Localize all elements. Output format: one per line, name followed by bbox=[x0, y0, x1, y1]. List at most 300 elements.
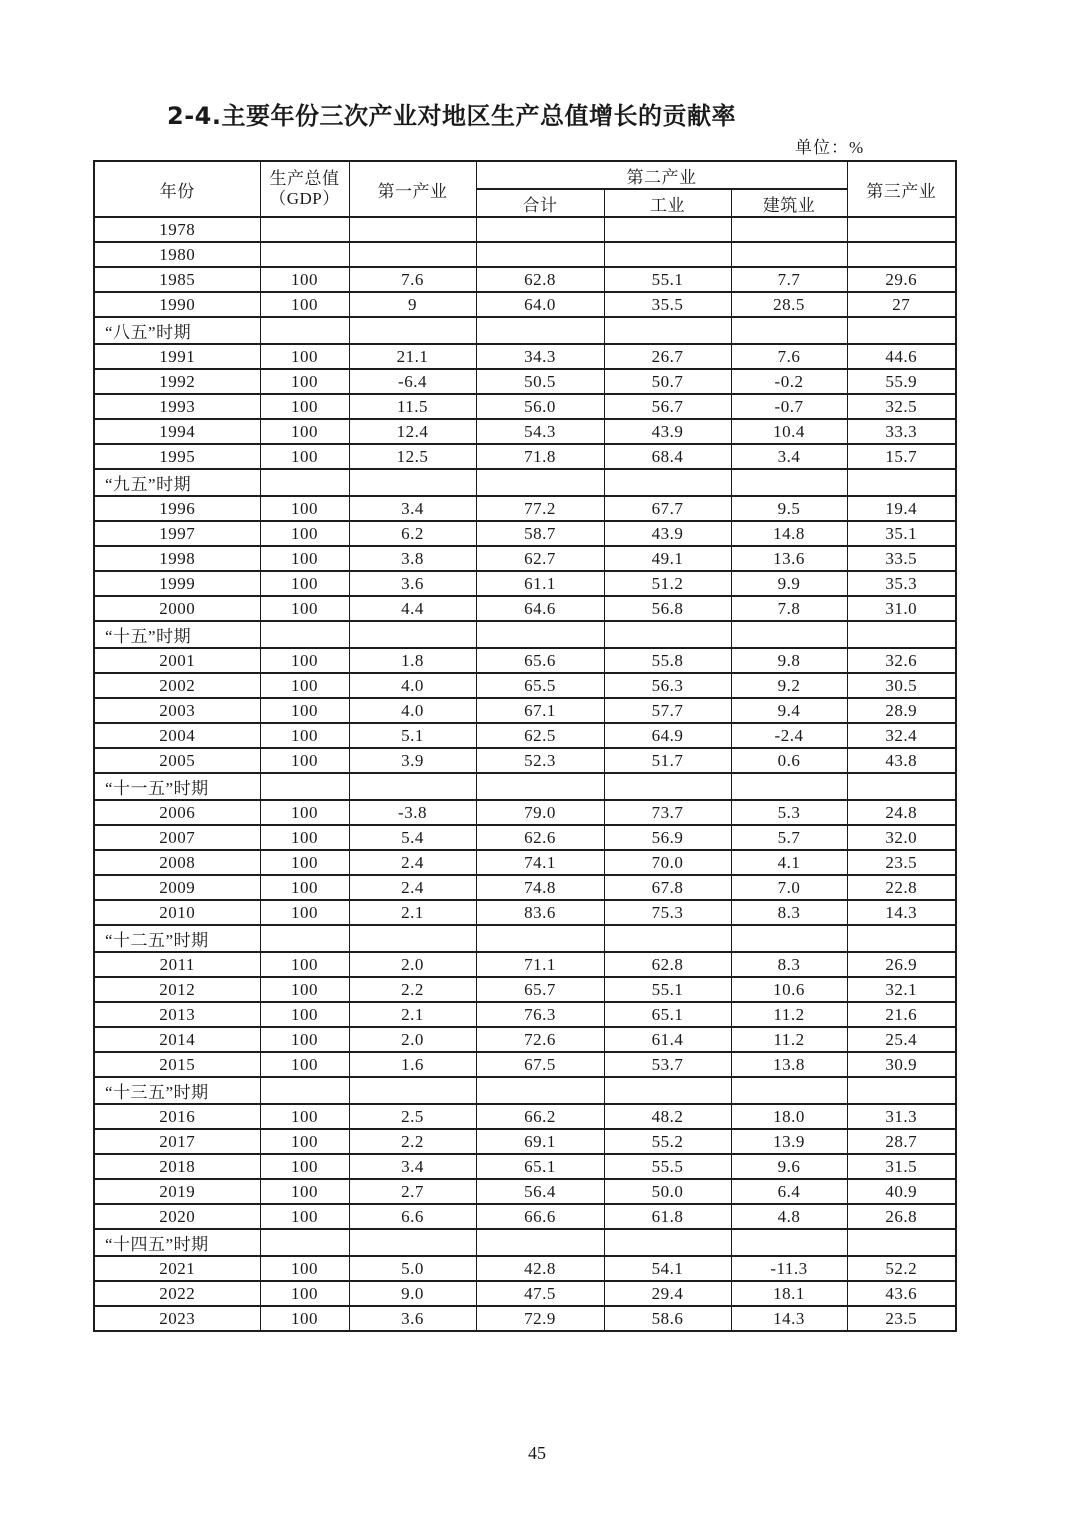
value-cell bbox=[476, 242, 604, 267]
header-year: 年份 bbox=[94, 161, 260, 217]
value-cell: 2.1 bbox=[349, 1002, 476, 1027]
value-cell: 73.7 bbox=[604, 800, 731, 825]
period-row bbox=[94, 773, 956, 800]
value-cell: 9.2 bbox=[731, 673, 847, 698]
value-cell: 77.2 bbox=[476, 496, 604, 521]
value-cell: 100 bbox=[260, 850, 349, 875]
page-number: 45 bbox=[528, 1443, 546, 1463]
table-row bbox=[94, 825, 956, 850]
value-cell bbox=[349, 242, 476, 267]
period-row bbox=[94, 621, 956, 648]
table-row bbox=[94, 977, 956, 1002]
table-row bbox=[94, 571, 956, 596]
table-row bbox=[94, 521, 956, 546]
year-label: 2009 bbox=[94, 875, 260, 900]
year-label: 1985 bbox=[94, 267, 260, 292]
year-label: 2011 bbox=[94, 952, 260, 977]
year-label: 1980 bbox=[94, 242, 260, 267]
year-label: 2012 bbox=[94, 977, 260, 1002]
header-row-top bbox=[94, 161, 956, 189]
table-row bbox=[94, 723, 956, 748]
value-cell: 65.1 bbox=[604, 1002, 731, 1027]
value-cell: 54.1 bbox=[604, 1256, 731, 1281]
value-cell: 58.6 bbox=[604, 1306, 731, 1331]
value-cell: 9.6 bbox=[731, 1154, 847, 1179]
value-cell: 9.4 bbox=[731, 698, 847, 723]
value-cell: 18.0 bbox=[731, 1104, 847, 1129]
value-cell: 100 bbox=[260, 900, 349, 925]
value-cell bbox=[604, 1229, 731, 1256]
value-cell: 68.4 bbox=[604, 444, 731, 469]
value-cell: 100 bbox=[260, 825, 349, 850]
value-cell: 30.5 bbox=[847, 673, 956, 698]
value-cell: -3.8 bbox=[349, 800, 476, 825]
table-row bbox=[94, 698, 956, 723]
value-cell bbox=[604, 1077, 731, 1104]
value-cell: 67.7 bbox=[604, 496, 731, 521]
value-cell: 13.9 bbox=[731, 1129, 847, 1154]
value-cell: 100 bbox=[260, 419, 349, 444]
header-construction: 建筑业 bbox=[731, 189, 847, 217]
value-cell: 28.9 bbox=[847, 698, 956, 723]
value-cell: 54.3 bbox=[476, 419, 604, 444]
year-label: 2000 bbox=[94, 596, 260, 621]
header-primary-industry: 第一产业 bbox=[349, 161, 476, 217]
value-cell: 100 bbox=[260, 521, 349, 546]
value-cell: 2.5 bbox=[349, 1104, 476, 1129]
value-cell: 7.7 bbox=[731, 267, 847, 292]
value-cell bbox=[731, 1229, 847, 1256]
value-cell bbox=[847, 217, 956, 242]
value-cell: -6.4 bbox=[349, 369, 476, 394]
value-cell: 5.0 bbox=[349, 1256, 476, 1281]
value-cell bbox=[604, 925, 731, 952]
value-cell: 100 bbox=[260, 723, 349, 748]
value-cell: 62.8 bbox=[604, 952, 731, 977]
year-label: 1991 bbox=[94, 344, 260, 369]
table-row bbox=[94, 1129, 956, 1154]
value-cell: 14.8 bbox=[731, 521, 847, 546]
value-cell: 100 bbox=[260, 394, 349, 419]
value-cell: 100 bbox=[260, 344, 349, 369]
value-cell: 72.6 bbox=[476, 1027, 604, 1052]
value-cell bbox=[847, 1077, 956, 1104]
value-cell: 31.5 bbox=[847, 1154, 956, 1179]
value-cell: 66.2 bbox=[476, 1104, 604, 1129]
value-cell: 51.7 bbox=[604, 748, 731, 773]
value-cell: 18.1 bbox=[731, 1281, 847, 1306]
value-cell bbox=[604, 242, 731, 267]
value-cell: 44.6 bbox=[847, 344, 956, 369]
value-cell: 49.1 bbox=[604, 546, 731, 571]
value-cell: 100 bbox=[260, 546, 349, 571]
value-cell: 9.0 bbox=[349, 1281, 476, 1306]
value-cell: 43.9 bbox=[604, 419, 731, 444]
value-cell bbox=[847, 317, 956, 344]
value-cell bbox=[731, 317, 847, 344]
value-cell: 31.3 bbox=[847, 1104, 956, 1129]
table-row bbox=[94, 1281, 956, 1306]
value-cell: 100 bbox=[260, 648, 349, 673]
value-cell: -2.4 bbox=[731, 723, 847, 748]
value-cell: 8.3 bbox=[731, 900, 847, 925]
value-cell: 23.5 bbox=[847, 1306, 956, 1331]
value-cell: 100 bbox=[260, 596, 349, 621]
value-cell: 10.6 bbox=[731, 977, 847, 1002]
value-cell: 11.2 bbox=[731, 1002, 847, 1027]
value-cell: 65.6 bbox=[476, 648, 604, 673]
value-cell: 100 bbox=[260, 698, 349, 723]
unit-label: 单位：% bbox=[795, 138, 865, 157]
value-cell: 29.6 bbox=[847, 267, 956, 292]
year-label: 2023 bbox=[94, 1306, 260, 1331]
value-cell: 21.1 bbox=[349, 344, 476, 369]
value-cell: 13.8 bbox=[731, 1052, 847, 1077]
value-cell: 56.7 bbox=[604, 394, 731, 419]
value-cell: 62.8 bbox=[476, 267, 604, 292]
value-cell: 33.5 bbox=[847, 546, 956, 571]
value-cell: 2.4 bbox=[349, 850, 476, 875]
value-cell: 19.4 bbox=[847, 496, 956, 521]
value-cell: 100 bbox=[260, 267, 349, 292]
contribution-rate-table bbox=[93, 160, 957, 1332]
table-row bbox=[94, 800, 956, 825]
value-cell: 83.6 bbox=[476, 900, 604, 925]
year-label: 2004 bbox=[94, 723, 260, 748]
year-label: 2016 bbox=[94, 1104, 260, 1129]
value-cell: 21.6 bbox=[847, 1002, 956, 1027]
table-row bbox=[94, 419, 956, 444]
table-row bbox=[94, 444, 956, 469]
header-secondary-total: 合计 bbox=[476, 189, 604, 217]
value-cell: 56.8 bbox=[604, 596, 731, 621]
value-cell: 32.1 bbox=[847, 977, 956, 1002]
value-cell bbox=[731, 217, 847, 242]
header-tertiary-industry: 第三产业 bbox=[847, 161, 956, 217]
value-cell bbox=[260, 773, 349, 800]
value-cell: 53.7 bbox=[604, 1052, 731, 1077]
period-label: “十三五”时期 bbox=[94, 1077, 260, 1104]
value-cell: 55.1 bbox=[604, 977, 731, 1002]
value-cell: 56.9 bbox=[604, 825, 731, 850]
value-cell: 4.1 bbox=[731, 850, 847, 875]
value-cell: 100 bbox=[260, 292, 349, 317]
value-cell: 66.6 bbox=[476, 1204, 604, 1229]
period-label: “十二五”时期 bbox=[94, 925, 260, 952]
value-cell: 100 bbox=[260, 673, 349, 698]
value-cell: -0.7 bbox=[731, 394, 847, 419]
table-row bbox=[94, 1306, 956, 1331]
value-cell: 43.8 bbox=[847, 748, 956, 773]
value-cell: 6.4 bbox=[731, 1179, 847, 1204]
year-label: 2022 bbox=[94, 1281, 260, 1306]
value-cell: 32.4 bbox=[847, 723, 956, 748]
value-cell: 100 bbox=[260, 496, 349, 521]
value-cell: 62.5 bbox=[476, 723, 604, 748]
value-cell: 61.4 bbox=[604, 1027, 731, 1052]
value-cell: 11.5 bbox=[349, 394, 476, 419]
year-label: 1999 bbox=[94, 571, 260, 596]
value-cell: 1.6 bbox=[349, 1052, 476, 1077]
year-label: 1996 bbox=[94, 496, 260, 521]
table-row bbox=[94, 496, 956, 521]
value-cell: 28.5 bbox=[731, 292, 847, 317]
value-cell bbox=[847, 469, 956, 496]
value-cell: 3.8 bbox=[349, 546, 476, 571]
year-label: 2021 bbox=[94, 1256, 260, 1281]
value-cell: 2.0 bbox=[349, 952, 476, 977]
value-cell: 5.4 bbox=[349, 825, 476, 850]
value-cell bbox=[604, 317, 731, 344]
value-cell: 5.3 bbox=[731, 800, 847, 825]
value-cell: 3.6 bbox=[349, 571, 476, 596]
table-row bbox=[94, 369, 956, 394]
value-cell bbox=[847, 773, 956, 800]
value-cell: 14.3 bbox=[847, 900, 956, 925]
value-cell: 3.6 bbox=[349, 1306, 476, 1331]
value-cell: 72.9 bbox=[476, 1306, 604, 1331]
year-label: 2002 bbox=[94, 673, 260, 698]
value-cell: 23.5 bbox=[847, 850, 956, 875]
value-cell: 58.7 bbox=[476, 521, 604, 546]
value-cell bbox=[260, 925, 349, 952]
value-cell: 12.4 bbox=[349, 419, 476, 444]
value-cell: 100 bbox=[260, 1281, 349, 1306]
value-cell: 2.7 bbox=[349, 1179, 476, 1204]
value-cell: 100 bbox=[260, 1256, 349, 1281]
table-row bbox=[94, 344, 956, 369]
value-cell: 61.8 bbox=[604, 1204, 731, 1229]
period-row bbox=[94, 1229, 956, 1256]
value-cell: 6.2 bbox=[349, 521, 476, 546]
year-label: 1994 bbox=[94, 419, 260, 444]
value-cell: 67.8 bbox=[604, 875, 731, 900]
value-cell: 35.3 bbox=[847, 571, 956, 596]
value-cell: 13.6 bbox=[731, 546, 847, 571]
year-label: 2013 bbox=[94, 1002, 260, 1027]
value-cell: 7.8 bbox=[731, 596, 847, 621]
value-cell: 74.8 bbox=[476, 875, 604, 900]
value-cell: 69.1 bbox=[476, 1129, 604, 1154]
value-cell: 74.1 bbox=[476, 850, 604, 875]
year-label: 2005 bbox=[94, 748, 260, 773]
period-label: “十一五”时期 bbox=[94, 773, 260, 800]
year-label: 1990 bbox=[94, 292, 260, 317]
value-cell: 100 bbox=[260, 952, 349, 977]
value-cell: 15.7 bbox=[847, 444, 956, 469]
value-cell bbox=[260, 217, 349, 242]
value-cell: 61.1 bbox=[476, 571, 604, 596]
value-cell: -11.3 bbox=[731, 1256, 847, 1281]
period-label: “十四五”时期 bbox=[94, 1229, 260, 1256]
value-cell: 55.8 bbox=[604, 648, 731, 673]
period-row bbox=[94, 317, 956, 344]
year-label: 2003 bbox=[94, 698, 260, 723]
table-row bbox=[94, 1052, 956, 1077]
value-cell bbox=[847, 925, 956, 952]
value-cell bbox=[260, 469, 349, 496]
header-gdp-line2: （GDP） bbox=[269, 189, 340, 208]
value-cell bbox=[260, 242, 349, 267]
value-cell bbox=[731, 1077, 847, 1104]
value-cell: 100 bbox=[260, 800, 349, 825]
value-cell bbox=[349, 1229, 476, 1256]
value-cell bbox=[847, 621, 956, 648]
value-cell: 29.4 bbox=[604, 1281, 731, 1306]
value-cell: 3.4 bbox=[349, 496, 476, 521]
value-cell: 4.0 bbox=[349, 698, 476, 723]
year-label: 1997 bbox=[94, 521, 260, 546]
value-cell: 30.9 bbox=[847, 1052, 956, 1077]
value-cell: 2.4 bbox=[349, 875, 476, 900]
value-cell: 35.1 bbox=[847, 521, 956, 546]
value-cell: 6.6 bbox=[349, 1204, 476, 1229]
value-cell bbox=[349, 217, 476, 242]
value-cell: 32.6 bbox=[847, 648, 956, 673]
value-cell: 42.8 bbox=[476, 1256, 604, 1281]
value-cell: 51.2 bbox=[604, 571, 731, 596]
value-cell: 62.6 bbox=[476, 825, 604, 850]
value-cell bbox=[731, 469, 847, 496]
value-cell: 55.5 bbox=[604, 1154, 731, 1179]
value-cell bbox=[476, 469, 604, 496]
value-cell: 3.9 bbox=[349, 748, 476, 773]
value-cell bbox=[260, 317, 349, 344]
value-cell bbox=[349, 773, 476, 800]
year-label: 2017 bbox=[94, 1129, 260, 1154]
value-cell bbox=[604, 469, 731, 496]
value-cell: 14.3 bbox=[731, 1306, 847, 1331]
header-industry: 工业 bbox=[604, 189, 731, 217]
value-cell: 100 bbox=[260, 571, 349, 596]
value-cell: 100 bbox=[260, 1306, 349, 1331]
value-cell: 65.5 bbox=[476, 673, 604, 698]
value-cell: 75.3 bbox=[604, 900, 731, 925]
table-row bbox=[94, 394, 956, 419]
table-row bbox=[94, 1179, 956, 1204]
value-cell: 76.3 bbox=[476, 1002, 604, 1027]
value-cell: 100 bbox=[260, 1129, 349, 1154]
value-cell: 31.0 bbox=[847, 596, 956, 621]
value-cell: 9.5 bbox=[731, 496, 847, 521]
value-cell: 55.9 bbox=[847, 369, 956, 394]
value-cell bbox=[731, 621, 847, 648]
year-label: 2020 bbox=[94, 1204, 260, 1229]
table-row bbox=[94, 217, 956, 242]
table-row bbox=[94, 1104, 956, 1129]
value-cell: 8.3 bbox=[731, 952, 847, 977]
value-cell: 64.0 bbox=[476, 292, 604, 317]
value-cell: 48.2 bbox=[604, 1104, 731, 1129]
value-cell bbox=[476, 217, 604, 242]
header-secondary-industry-group: 第二产业 bbox=[476, 161, 847, 189]
value-cell bbox=[349, 1077, 476, 1104]
value-cell: 57.7 bbox=[604, 698, 731, 723]
value-cell: 35.5 bbox=[604, 292, 731, 317]
table-row bbox=[94, 900, 956, 925]
value-cell: 71.8 bbox=[476, 444, 604, 469]
value-cell: 55.1 bbox=[604, 267, 731, 292]
value-cell: 100 bbox=[260, 1052, 349, 1077]
value-cell: 100 bbox=[260, 748, 349, 773]
value-cell bbox=[476, 621, 604, 648]
value-cell bbox=[604, 217, 731, 242]
value-cell: 2.2 bbox=[349, 1129, 476, 1154]
value-cell bbox=[604, 773, 731, 800]
year-label: 1978 bbox=[94, 217, 260, 242]
value-cell: 7.0 bbox=[731, 875, 847, 900]
value-cell: 9 bbox=[349, 292, 476, 317]
year-label: 2007 bbox=[94, 825, 260, 850]
value-cell: 100 bbox=[260, 875, 349, 900]
value-cell: 65.7 bbox=[476, 977, 604, 1002]
year-label: 2014 bbox=[94, 1027, 260, 1052]
value-cell: 26.7 bbox=[604, 344, 731, 369]
value-cell: 40.9 bbox=[847, 1179, 956, 1204]
year-label: 2006 bbox=[94, 800, 260, 825]
header-gdp-line1: 生产总值 bbox=[269, 169, 340, 189]
value-cell bbox=[847, 242, 956, 267]
table-row bbox=[94, 952, 956, 977]
value-cell bbox=[349, 621, 476, 648]
value-cell: 70.0 bbox=[604, 850, 731, 875]
period-label: “九五”时期 bbox=[94, 469, 260, 496]
value-cell: 50.0 bbox=[604, 1179, 731, 1204]
period-row bbox=[94, 925, 956, 952]
value-cell: 52.3 bbox=[476, 748, 604, 773]
value-cell bbox=[260, 1077, 349, 1104]
value-cell: 4.0 bbox=[349, 673, 476, 698]
value-cell bbox=[349, 925, 476, 952]
table-row bbox=[94, 673, 956, 698]
value-cell: 24.8 bbox=[847, 800, 956, 825]
table-row bbox=[94, 546, 956, 571]
year-label: 1995 bbox=[94, 444, 260, 469]
value-cell: 5.7 bbox=[731, 825, 847, 850]
year-label: 2015 bbox=[94, 1052, 260, 1077]
value-cell: 0.6 bbox=[731, 748, 847, 773]
value-cell: 27 bbox=[847, 292, 956, 317]
value-cell: 3.4 bbox=[349, 1154, 476, 1179]
year-label: 1992 bbox=[94, 369, 260, 394]
period-row bbox=[94, 1077, 956, 1104]
table-row bbox=[94, 1027, 956, 1052]
value-cell: 64.6 bbox=[476, 596, 604, 621]
value-cell: 12.5 bbox=[349, 444, 476, 469]
value-cell bbox=[476, 773, 604, 800]
value-cell: 9.9 bbox=[731, 571, 847, 596]
value-cell: 56.0 bbox=[476, 394, 604, 419]
value-cell: 56.3 bbox=[604, 673, 731, 698]
value-cell: 34.3 bbox=[476, 344, 604, 369]
value-cell: 3.4 bbox=[731, 444, 847, 469]
header-gdp bbox=[260, 161, 349, 217]
value-cell bbox=[349, 469, 476, 496]
value-cell: 4.8 bbox=[731, 1204, 847, 1229]
table-row bbox=[94, 875, 956, 900]
value-cell bbox=[731, 773, 847, 800]
value-cell: 50.7 bbox=[604, 369, 731, 394]
value-cell: 64.9 bbox=[604, 723, 731, 748]
value-cell bbox=[260, 621, 349, 648]
value-cell bbox=[731, 925, 847, 952]
value-cell bbox=[260, 1229, 349, 1256]
value-cell bbox=[476, 317, 604, 344]
value-cell: 32.0 bbox=[847, 825, 956, 850]
table-row bbox=[94, 596, 956, 621]
value-cell: 2.2 bbox=[349, 977, 476, 1002]
period-row bbox=[94, 469, 956, 496]
